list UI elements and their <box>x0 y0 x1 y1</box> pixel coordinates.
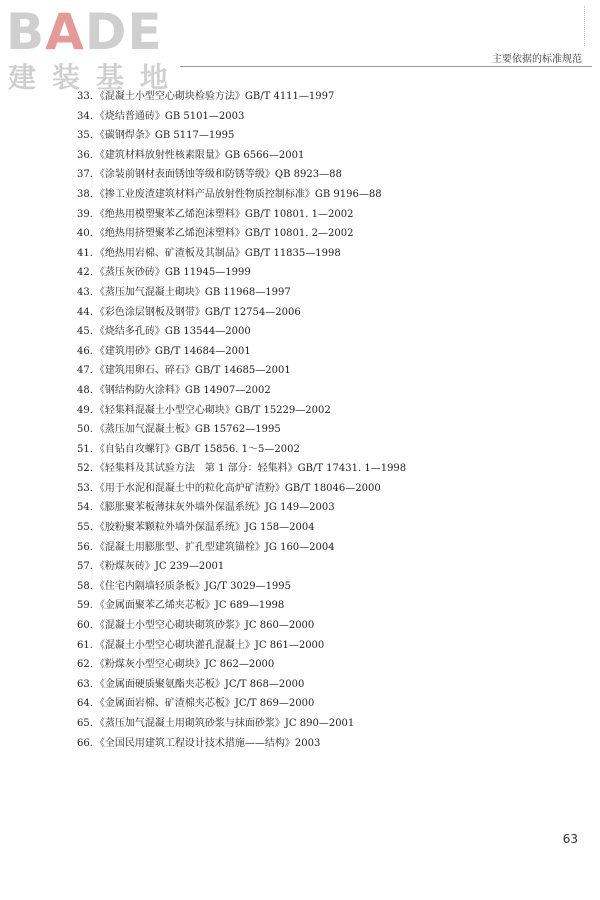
reference-item <box>77 420 577 440</box>
reference-number: 66. <box>77 737 93 749</box>
reference-item <box>77 459 577 479</box>
reference-text: 《建筑用砂》GB/T 14684—2001 <box>94 345 251 357</box>
reference-item <box>77 479 577 499</box>
reference-item <box>77 498 577 518</box>
reference-text: 《胶粉聚苯颗粒外墙外保温系统》JG 158—2004 <box>94 522 315 534</box>
reference-number: 33. <box>77 91 93 102</box>
reference-item <box>77 126 577 146</box>
reference-text: 《烧结普通砖》GB 5101—2003 <box>94 110 245 122</box>
reference-item <box>77 655 577 675</box>
reference-item <box>77 205 577 225</box>
reference-number: 34. <box>77 110 93 122</box>
reference-number: 55. <box>77 522 93 534</box>
header-decoration <box>584 6 586 46</box>
reference-text: 《建筑材料放射性核素限量》GB 6566—2001 <box>94 149 305 161</box>
header-divider <box>180 66 592 67</box>
reference-list <box>77 87 577 753</box>
reference-number: 49. <box>77 404 93 416</box>
reference-item <box>77 322 577 342</box>
reference-number: 51. <box>77 443 93 455</box>
reference-text: 《金属面硬质聚氨酯夹芯板》JC/T 868—2000 <box>94 678 305 690</box>
reference-number: 43. <box>77 286 93 298</box>
reference-text: 《轻集料及其试验方法 第 1 部分：轻集料》GB/T 17431. 1—1998 <box>94 463 407 475</box>
reference-number: 35. <box>77 130 93 142</box>
reference-item <box>77 577 577 597</box>
reference-text: 《全国民用建筑工程设计技术措施——结构》2003 <box>94 737 321 749</box>
reference-text: 《混凝土用膨胀型、扩孔型建筑锚栓》JG 160—2004 <box>94 541 335 553</box>
reference-number: 44. <box>77 306 93 318</box>
reference-item <box>77 596 577 616</box>
reference-number: 63. <box>77 678 93 690</box>
reference-text: 《掺工业废渣建筑材料产品放射性物质控制标准》GB 9196—88 <box>94 188 382 200</box>
reference-text: 《建筑用卵石、碎石》GB/T 14685—2001 <box>94 365 291 377</box>
reference-text: 《彩色涂层钢板及钢带》GB/T 12754—2006 <box>94 306 301 318</box>
reference-item <box>77 361 577 381</box>
reference-item <box>77 381 577 401</box>
reference-item <box>77 283 577 303</box>
reference-number: 48. <box>77 384 93 396</box>
reference-number: 58. <box>77 580 93 592</box>
reference-item <box>77 616 577 636</box>
logo-wordmark: BADE <box>6 3 163 61</box>
reference-text: 《自钻自攻螺钉》GB/T 15856. 1～5—2002 <box>94 443 300 455</box>
reference-number: 47. <box>77 365 93 377</box>
reference-text: 《蒸压加气混凝土用砌筑砂浆与抹面砂浆》JC 890—2001 <box>94 718 355 729</box>
reference-text: 《金属面岩棉、矿渣棉夹芯板》JC/T 869—2000 <box>94 698 315 710</box>
reference-item <box>77 263 577 283</box>
reference-item <box>77 636 577 656</box>
reference-text: 《烧结多孔砖》GB 13544—2000 <box>94 326 251 338</box>
reference-item <box>77 440 577 460</box>
reference-number: 40. <box>77 228 93 240</box>
reference-item <box>77 165 577 185</box>
reference-number: 36. <box>77 149 93 161</box>
reference-number: 61. <box>77 639 93 651</box>
reference-item <box>77 401 577 421</box>
reference-item <box>77 714 577 734</box>
reference-number: 62. <box>77 659 93 671</box>
reference-text: 《绝热用岩棉、矿渣板及其制品》GB/T 11835—1998 <box>94 247 341 259</box>
reference-text: 《钢结构防火涂料》GB 14907—2002 <box>94 384 271 396</box>
logo <box>6 3 185 96</box>
reference-text: 《粉煤灰小型空心砌块》JC 862—2000 <box>94 659 275 671</box>
reference-item <box>77 342 577 362</box>
logo-accent-letter: A <box>45 3 85 61</box>
reference-item <box>77 538 577 558</box>
reference-number: 41. <box>77 247 93 259</box>
reference-number: 38. <box>77 188 93 200</box>
reference-text: 《涂装前钢材表面锈蚀等级和防锈等级》QB 8923—88 <box>94 169 342 181</box>
reference-number: 60. <box>77 620 93 632</box>
running-header-title: 主要依据的标准规范 <box>492 54 582 65</box>
reference-number: 59. <box>77 600 93 612</box>
reference-number: 37. <box>77 169 93 181</box>
reference-item <box>77 694 577 714</box>
reference-text: 《轻集料混凝土小型空心砌块》GB/T 15229—2002 <box>94 404 331 416</box>
reference-item <box>77 734 577 754</box>
reference-number: 52. <box>77 463 93 475</box>
reference-text: 《蒸压灰砂砖》GB 11945—1999 <box>94 267 251 279</box>
reference-number: 50. <box>77 424 93 436</box>
reference-text: 《粉煤灰砖》JC 239—2001 <box>94 561 225 573</box>
reference-text: 《蒸压加气混凝土板》GB 15762—1995 <box>94 424 281 436</box>
reference-text: 《混凝土小型空心砌块灌孔混凝土》JC 861—2000 <box>94 639 325 651</box>
reference-item <box>77 675 577 695</box>
reference-item <box>77 107 577 127</box>
reference-item <box>77 518 577 538</box>
reference-number: 54. <box>77 502 93 514</box>
reference-number: 42. <box>77 267 93 279</box>
reference-text: 《混凝土小型空心砌块检验方法》GB/T 4111—1997 <box>94 91 335 102</box>
reference-text: 《绝热用模塑聚苯乙烯泡沫塑料》GB/T 10801. 1—2002 <box>94 208 354 220</box>
reference-text: 《绝热用挤塑聚苯乙烯泡沫塑料》GB/T 10801. 2—2002 <box>94 228 354 240</box>
reference-text: 《膨胀聚苯板薄抹灰外墙外保温系统》JG 149—2003 <box>94 502 335 514</box>
reference-text: 《蒸压加气混凝土砌块》GB 11968—1997 <box>94 286 291 298</box>
reference-item <box>77 224 577 244</box>
reference-number: 53. <box>77 482 93 494</box>
reference-text: 《碳钢焊条》GB 5117—1995 <box>94 130 235 142</box>
reference-item <box>77 303 577 323</box>
reference-text: 《混凝土小型空心砌块砌筑砂浆》JC 860—2000 <box>94 620 315 632</box>
reference-text: 《住宅内隔墙轻质条板》JG/T 3029—1995 <box>94 580 292 592</box>
reference-number: 65. <box>77 718 93 729</box>
reference-text: 《用于水泥和混凝土中的粒化高炉矿渣粉》GB/T 18046—2000 <box>94 482 381 494</box>
reference-number: 64. <box>77 698 93 710</box>
reference-number: 45. <box>77 326 93 338</box>
reference-number: 56. <box>77 541 93 553</box>
reference-number: 39. <box>77 208 93 220</box>
reference-item <box>77 557 577 577</box>
reference-item <box>77 185 577 205</box>
page-number: 63 <box>562 832 578 846</box>
reference-number: 57. <box>77 561 93 573</box>
reference-item <box>77 244 577 264</box>
reference-item <box>77 146 577 166</box>
reference-text: 《金属面聚苯乙烯夹芯板》JC 689—1998 <box>94 600 285 612</box>
reference-item <box>77 87 577 107</box>
logo-subtitle: 建装基地 <box>8 61 185 94</box>
reference-number: 46. <box>77 345 93 357</box>
